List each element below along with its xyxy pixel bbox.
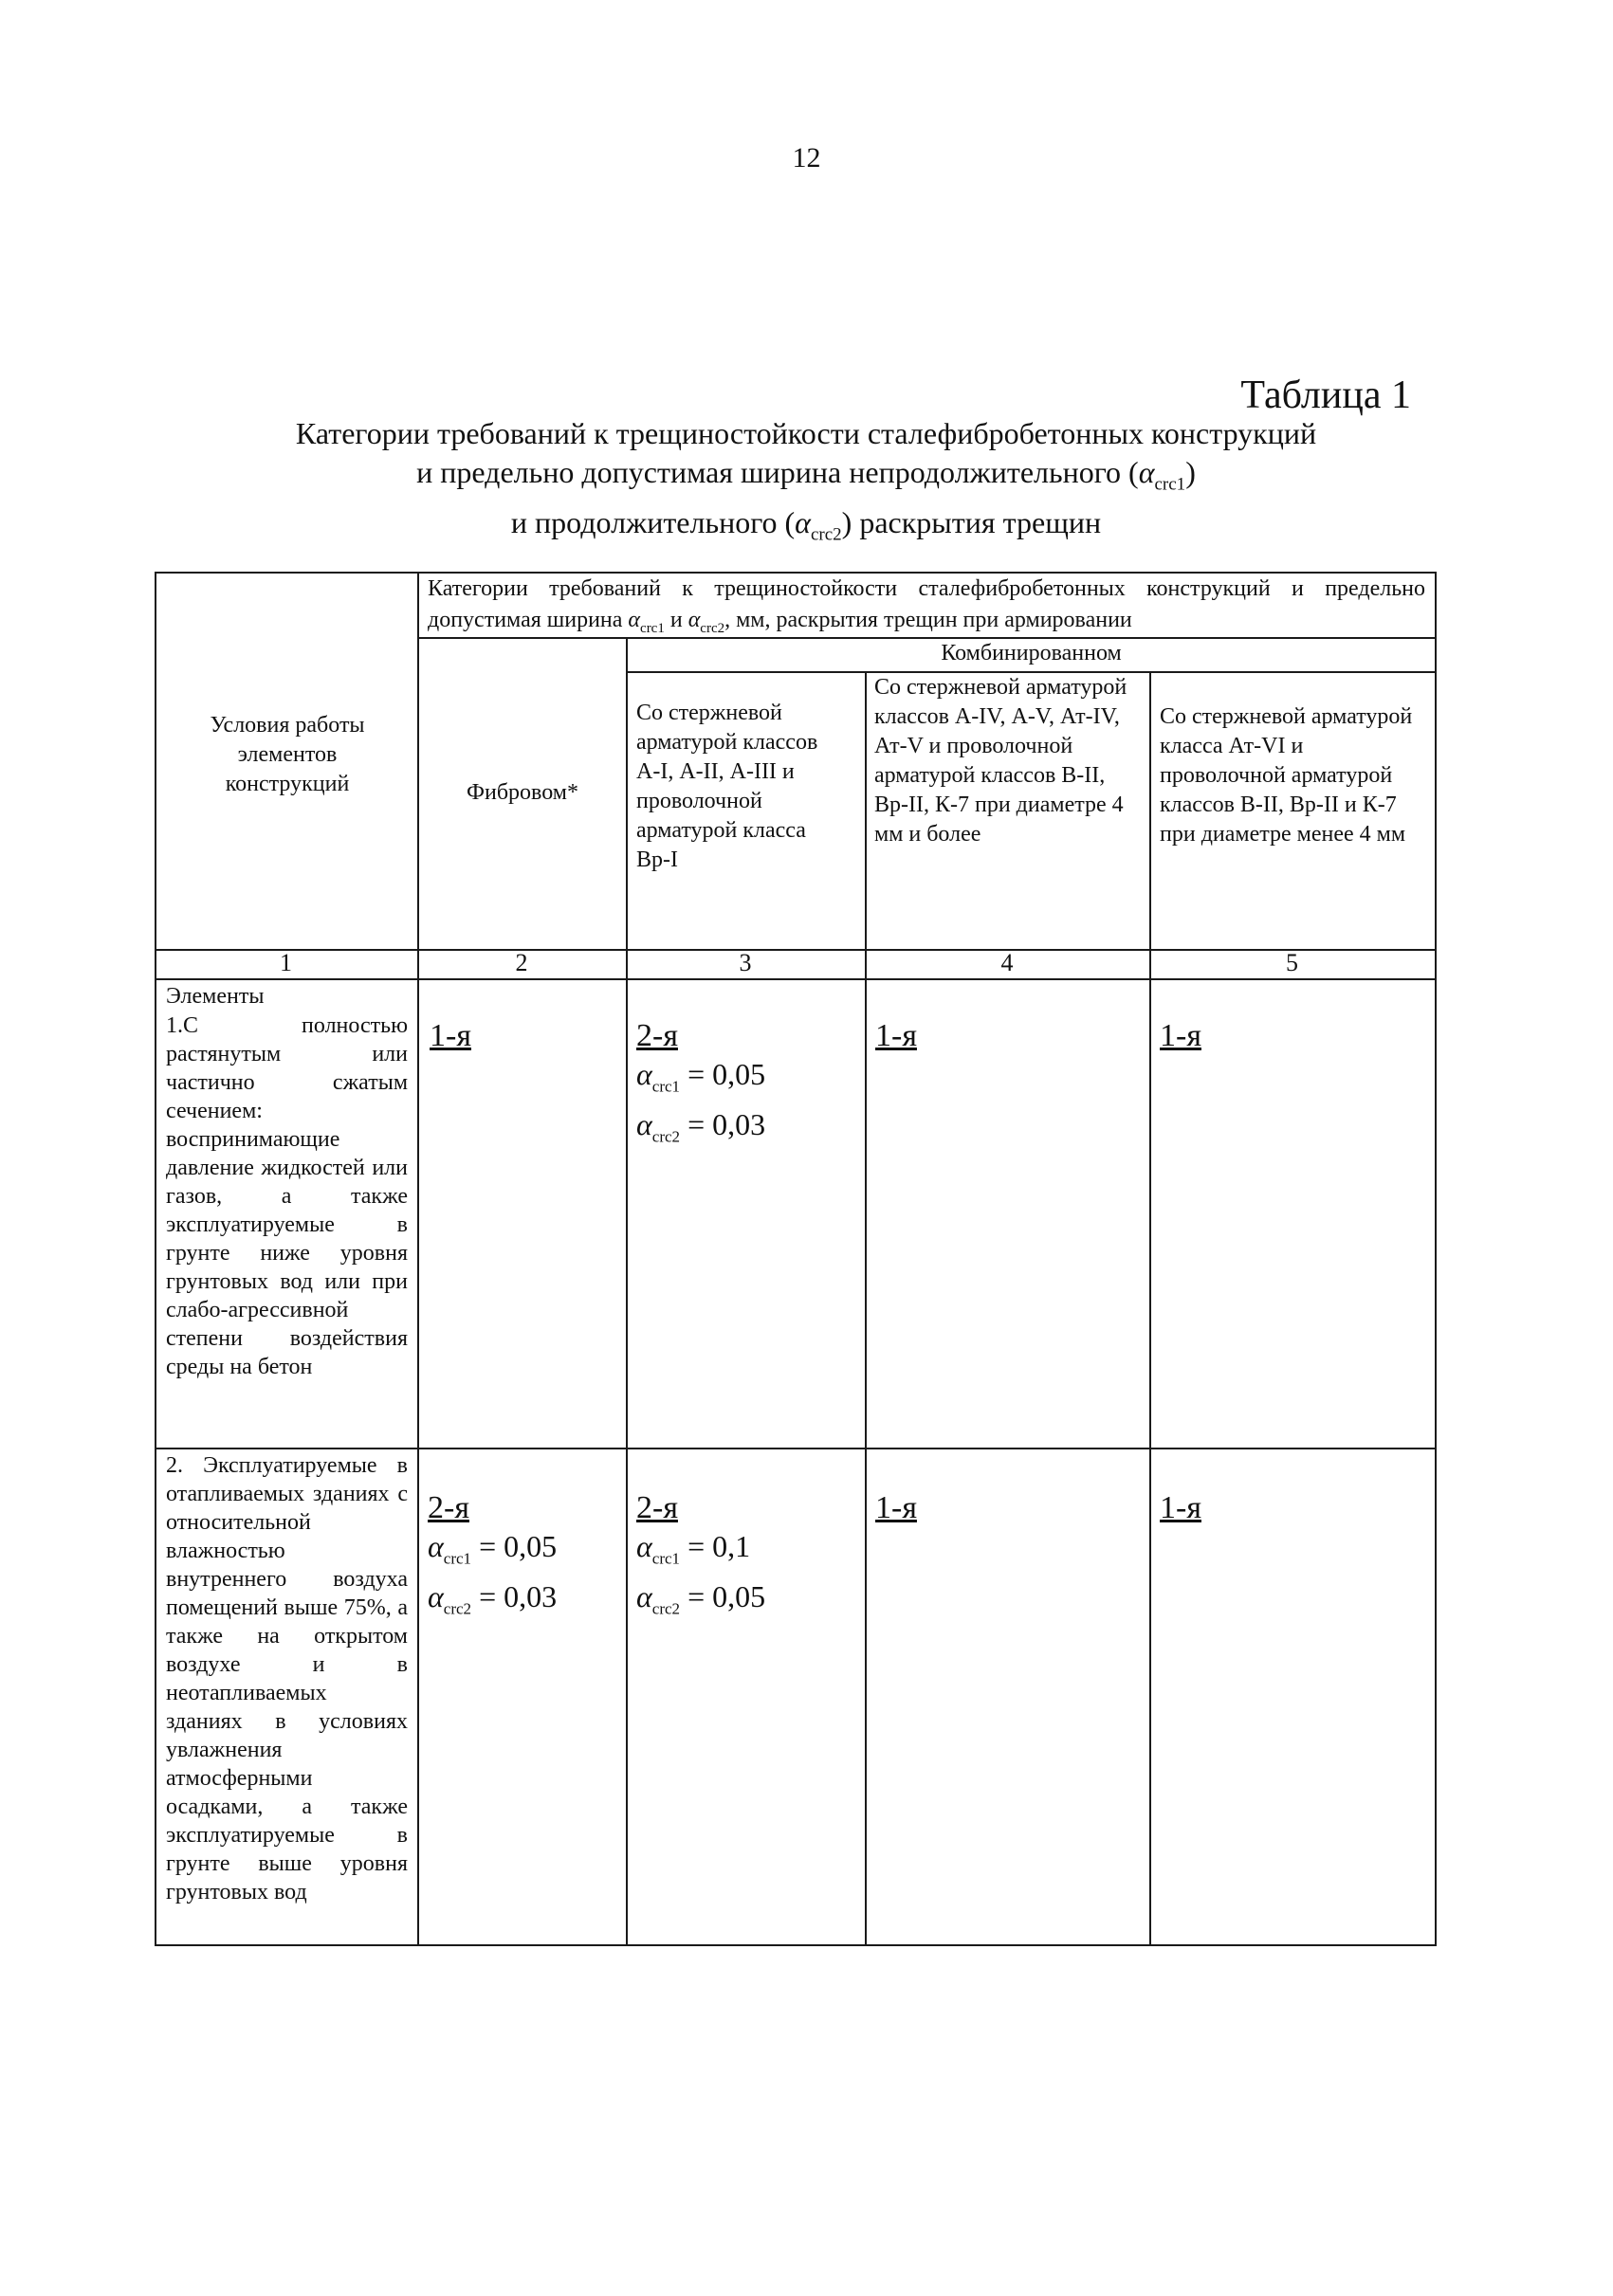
alpha-symbol: α <box>636 1579 652 1614</box>
alpha-symbol: α <box>636 1529 652 1563</box>
row-1-col-3-crc1 <box>636 1055 859 1105</box>
row-2-fiber-crc1 <box>428 1527 622 1577</box>
header-categories-tail: , мм, раскрытия трещин при армировании <box>724 608 1132 632</box>
subscript-crc1: crc1 <box>651 1549 681 1568</box>
crc1-value: = 0,05 <box>479 1529 558 1563</box>
caption-line-1: Категории требований к трещиностойкости сталефибробетонных конструкций <box>295 416 1317 450</box>
requirements-table <box>155 572 1437 1946</box>
table-border-bottom <box>155 1944 1437 1946</box>
crc2-value: = 0,03 <box>687 1107 766 1142</box>
caption-line-2 <box>190 453 1422 503</box>
row-2-col-3-category: 2-я <box>636 1490 678 1525</box>
crc1-value: = 0,1 <box>687 1529 751 1563</box>
row-2-col-3-crc2 <box>636 1577 859 1628</box>
alpha-symbol: α <box>1138 455 1155 489</box>
col-divider-4 <box>1149 671 1151 1946</box>
column-number-1: 1 <box>280 949 292 976</box>
header-combined: Комбинированном <box>941 641 1122 665</box>
caption-line-3-close: ) раскрытия трещин <box>841 505 1102 540</box>
alpha-symbol: α <box>687 608 701 632</box>
row-2-fiber-crc2 <box>428 1577 622 1628</box>
subscript-crc1: crc1 <box>1154 474 1186 495</box>
caption-line-3-text: и продолжительного ( <box>510 505 796 540</box>
header-col-4: Со стержневой арматурой классов А-IV, А-V, Ат-IV, Ат-V и проволочной арматурой классов В-II, Вр-II, К-7 при диаметре 4 мм и более <box>874 675 1127 847</box>
row-2-col-3-crc1 <box>636 1527 859 1577</box>
subscript-crc2: crc2 <box>651 1127 681 1146</box>
alpha-symbol: α <box>636 1057 652 1091</box>
col-divider-2 <box>626 637 628 1946</box>
col-divider-1 <box>417 572 419 1946</box>
subscript-crc1: crc1 <box>651 1077 681 1096</box>
crc2-value: = 0,05 <box>687 1579 766 1614</box>
row-2-col-5-category: 1-я <box>1160 1490 1201 1525</box>
table-border-right <box>1435 572 1437 1946</box>
row-2-col-4-category: 1-я <box>875 1490 917 1525</box>
crc1-value: = 0,05 <box>687 1057 766 1091</box>
alpha-symbol: α <box>428 1529 444 1563</box>
header-categories-text: Категории требований к трещиностойкости сталефибробетонных конструкций и предельно допустимая ширина <box>428 576 1425 632</box>
row-1-col-3 <box>636 1017 859 1157</box>
table-border-left <box>155 572 156 1946</box>
header-categories <box>428 574 1425 645</box>
row-2-col-3 <box>636 1489 859 1629</box>
row-1-col-5-category: 1-я <box>1160 1018 1201 1053</box>
col-divider-3 <box>865 671 867 1946</box>
table-caption <box>190 414 1422 555</box>
row-2-condition: 2. Эксплуатируемые в отапливаемых зданиях с относительной влажностью внутреннего воздуха помещений выше 75%, а также на открытом воздухе и в неотапливаемых зданиях в условиях увлажнения атмосферными осадками, а также эксплуатируемые в грунте выше уровня грунтовых вод <box>166 1453 408 1904</box>
column-number-3: 3 <box>739 949 752 976</box>
row-1-col-4-category: 1-я <box>875 1018 917 1053</box>
table-label: Таблица 1 <box>1240 374 1411 417</box>
crc2-value: = 0,03 <box>479 1579 558 1614</box>
alpha-symbol: α <box>428 1579 444 1614</box>
row-1-condition: 1.С полностью растянутым или частично сжатым сечением: воспринимающие давление жидкостей или газов, а также эксплуатируемые в грунте ниже уровня грунтовых вод или при слабо-агрессивной степени воздействия среды на бетон <box>166 1013 408 1379</box>
subscript-crc2: crc2 <box>651 1599 681 1618</box>
subscript-crc2: crc2 <box>700 620 725 636</box>
column-number-4: 4 <box>1000 949 1014 976</box>
row-2-fiber-category: 2-я <box>428 1490 469 1525</box>
row-2-fiber <box>428 1489 622 1629</box>
header-and: и <box>664 608 688 632</box>
page-number: 12 <box>792 142 821 173</box>
header-fiber: Фибровом* <box>467 780 578 805</box>
subscript-crc2: crc2 <box>810 524 842 545</box>
row-1-fiber-category: 1-я <box>430 1018 471 1053</box>
header-col-5: Со стержневой арматурой класса Ат-VI и проволочной арматурой классов В-II, Вр-II и К-7 при диаметре менее 4 мм <box>1160 704 1413 847</box>
header-col-3: Со стержневой арматурой классов А-I, А-II, А-III и проволочной арматурой класса Вр-I <box>636 701 818 872</box>
row-1-bottom-rule <box>155 1448 1437 1449</box>
column-number-2: 2 <box>515 949 528 976</box>
alpha-symbol: α <box>636 1107 652 1142</box>
numbers-bottom-rule <box>155 978 1437 980</box>
header-conditions: Условия работы элементов конструкций <box>210 713 365 796</box>
alpha-symbol: α <box>628 608 641 632</box>
caption-line-2-close: ) <box>1185 455 1196 489</box>
row-1-col-3-crc2 <box>636 1105 859 1156</box>
row-1-col-3-category: 2-я <box>636 1018 678 1053</box>
subscript-crc1: crc1 <box>640 620 665 636</box>
column-number-5: 5 <box>1286 949 1298 976</box>
caption-line-3 <box>190 503 1422 554</box>
row-1-heading: Элементы <box>166 984 265 1009</box>
subscript-crc2: crc2 <box>443 1599 472 1618</box>
alpha-symbol: α <box>795 505 811 540</box>
subscript-crc1: crc1 <box>443 1549 472 1568</box>
caption-line-2-text: и предельно допустимая ширина непродолжительного ( <box>416 455 1139 489</box>
